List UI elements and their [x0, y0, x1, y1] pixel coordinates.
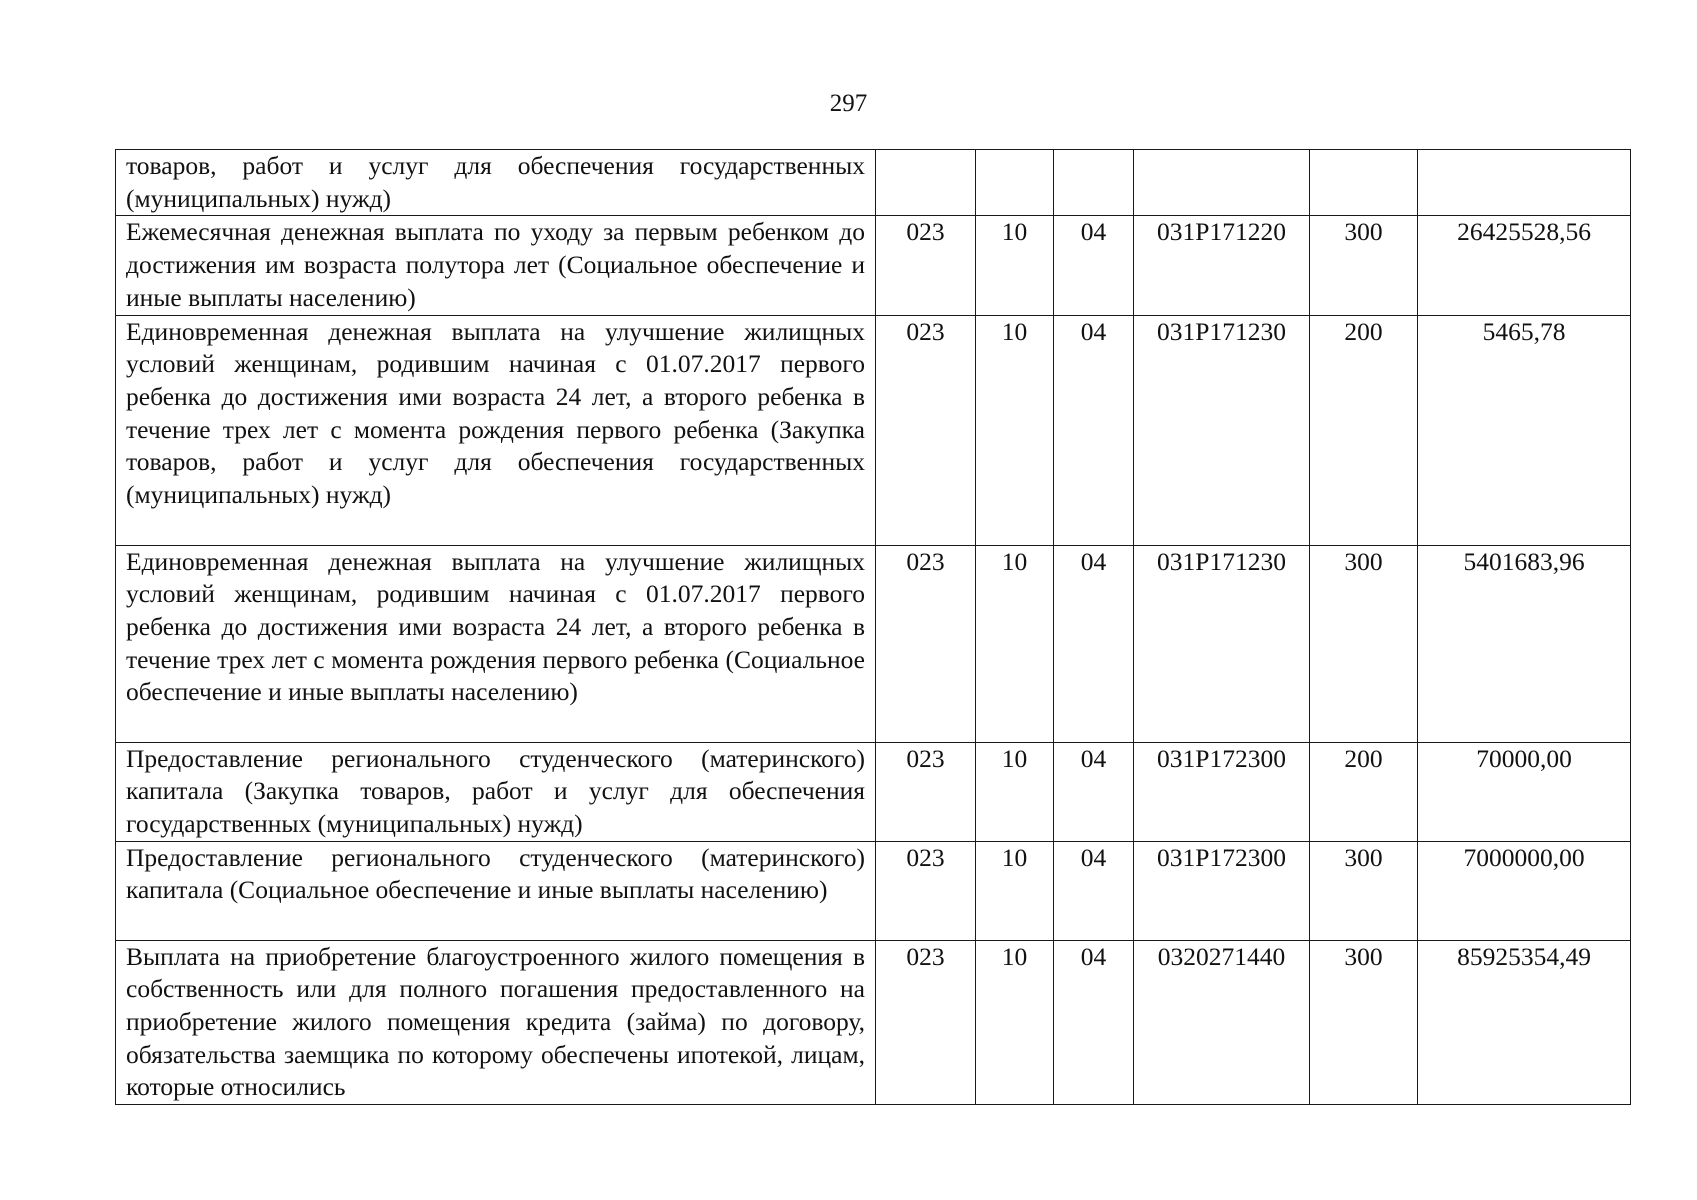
row-section-code: 10 [976, 940, 1054, 1105]
row-amount: 85925354,49 [1418, 940, 1631, 1105]
row-section-code: 10 [976, 545, 1054, 742]
row-target-article-code: 0320271440 [1134, 940, 1310, 1105]
row-description: Ежемесячная денежная выплата по уходу за первым ребенком до достижения им возраста полутора лет (Социальное обеспечение и иные выплаты населению) [116, 216, 876, 315]
row-grbs-code: 023 [876, 841, 976, 940]
row-target-article-code: 031Р171220 [1134, 216, 1310, 315]
row-section-code: 10 [976, 841, 1054, 940]
row-target-article-code: 031Р171230 [1134, 545, 1310, 742]
row-target-article-code: 031Р172300 [1134, 841, 1310, 940]
row-description: Единовременная денежная выплата на улучшение жилищных условий женщинам, родившим начиная с 01.07.2017 первого ребенка до достижения ими возраста 24 лет, а второго ребенка в течение трех лет с момента рождения первого ребенка (Социальное обеспечение и иные выплаты населению) [116, 545, 876, 742]
table-row [116, 315, 1631, 545]
row-grbs-code: 023 [876, 216, 976, 315]
row-description: Предоставление регионального студенческого (материнского) капитала (Социальное обеспечение и иные выплаты населению) [116, 841, 876, 940]
table-row [116, 545, 1631, 742]
row-subsection-code: 04 [1054, 545, 1134, 742]
row-section-code [976, 150, 1054, 216]
row-subsection-code: 04 [1054, 315, 1134, 545]
row-expense-type-code: 200 [1310, 315, 1418, 545]
row-subsection-code: 04 [1054, 940, 1134, 1105]
row-amount: 26425528,56 [1418, 216, 1631, 315]
row-amount: 70000,00 [1418, 742, 1631, 841]
page-number: 297 [829, 90, 868, 117]
row-grbs-code [876, 150, 976, 216]
row-target-article-code [1134, 150, 1310, 216]
table-row [116, 150, 1631, 216]
budget-table [115, 149, 1631, 1105]
row-description: Предоставление регионального студенческого (материнского) капитала (Закупка товаров, работ и услуг для обеспечения государственных (муниципальных) нужд) [116, 742, 876, 841]
row-section-code: 10 [976, 742, 1054, 841]
row-expense-type-code: 300 [1310, 940, 1418, 1105]
row-amount: 5465,78 [1418, 315, 1631, 545]
row-expense-type-code: 300 [1310, 841, 1418, 940]
row-grbs-code: 023 [876, 742, 976, 841]
row-subsection-code: 04 [1054, 841, 1134, 940]
row-expense-type-code: 300 [1310, 216, 1418, 315]
row-description: Единовременная денежная выплата на улучшение жилищных условий женщинам, родившим начиная с 01.07.2017 первого ребенка до достижения ими возраста 24 лет, а второго ребенка в течение трех лет с момента рождения первого ребенка (Закупка товаров, работ и услуг для обеспечения государственных (муниципальных) нужд) [116, 315, 876, 545]
row-grbs-code: 023 [876, 545, 976, 742]
row-target-article-code: 031Р172300 [1134, 742, 1310, 841]
row-subsection-code [1054, 150, 1134, 216]
row-section-code: 10 [976, 216, 1054, 315]
row-subsection-code: 04 [1054, 742, 1134, 841]
row-grbs-code: 023 [876, 940, 976, 1105]
row-target-article-code: 031Р171230 [1134, 315, 1310, 545]
row-section-code: 10 [976, 315, 1054, 545]
row-amount [1418, 150, 1631, 216]
row-subsection-code: 04 [1054, 216, 1134, 315]
table-row [116, 940, 1631, 1105]
row-description: Выплата на приобретение благоустроенного жилого помещения в собственность или для полного погашения предоставленного на приобретение жилого помещения кредита (займа) по договору, обязательства заемщика по которому обеспечены ипотекой, лицам, которые относились [116, 940, 876, 1105]
table-row [116, 841, 1631, 940]
row-expense-type-code [1310, 150, 1418, 216]
row-grbs-code: 023 [876, 315, 976, 545]
row-expense-type-code: 300 [1310, 545, 1418, 742]
row-expense-type-code: 200 [1310, 742, 1418, 841]
table-row [116, 216, 1631, 315]
table-row [116, 742, 1631, 841]
row-description: товаров, работ и услуг для обеспечения государственных (муниципальных) нужд) [116, 150, 876, 216]
row-amount: 7000000,00 [1418, 841, 1631, 940]
row-amount: 5401683,96 [1418, 545, 1631, 742]
